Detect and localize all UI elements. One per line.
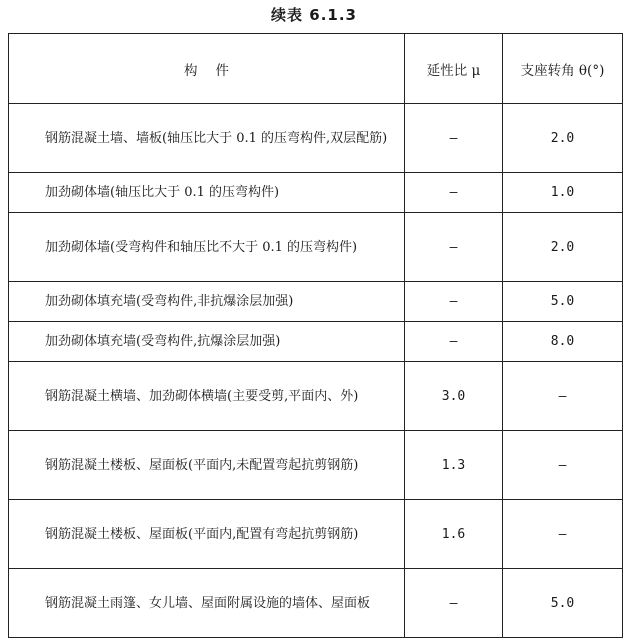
header-rotation: 支座转角 θ(°) [503, 34, 623, 104]
ductility-cell: — [405, 569, 503, 638]
rotation-cell: — [503, 362, 623, 431]
rotation-cell: 5.0 [503, 282, 623, 322]
component-cell: 钢筋混凝土楼板、屋面板(平面内,未配置弯起抗剪钢筋) [9, 431, 405, 500]
table-row [9, 569, 623, 638]
ductility-cell: 1.3 [405, 431, 503, 500]
component-cell: 加劲砌体填充墙(受弯构件,非抗爆涂层加强) [9, 282, 405, 322]
table-row [9, 322, 623, 362]
header-component: 构件 [9, 34, 405, 104]
ductility-cell: — [405, 104, 503, 173]
ductility-cell: — [405, 282, 503, 322]
rotation-cell: 2.0 [503, 213, 623, 282]
table-row [9, 173, 623, 213]
table-row [9, 104, 623, 173]
rotation-cell: 2.0 [503, 104, 623, 173]
table-row [9, 213, 623, 282]
component-cell: 加劲砌体墙(轴压比大于 0.1 的压弯构件) [9, 173, 405, 213]
table-header-row [9, 34, 623, 104]
table-row [9, 500, 623, 569]
component-cell: 加劲砌体填充墙(受弯构件,抗爆涂层加强) [9, 322, 405, 362]
table-row [9, 282, 623, 322]
rotation-cell: 8.0 [503, 322, 623, 362]
rotation-cell: 1.0 [503, 173, 623, 213]
component-cell: 钢筋混凝土横墙、加劲砌体横墙(主要受剪,平面内、外) [9, 362, 405, 431]
table-row [9, 362, 623, 431]
component-cell: 钢筋混凝土墙、墙板(轴压比大于 0.1 的压弯构件,双层配筋) [9, 104, 405, 173]
ductility-cell: 3.0 [405, 362, 503, 431]
component-cell: 钢筋混凝土楼板、屋面板(平面内,配置有弯起抗剪钢筋) [9, 500, 405, 569]
ductility-cell: — [405, 173, 503, 213]
ductility-cell: 1.6 [405, 500, 503, 569]
table-title: 续表 6.1.3 [271, 6, 357, 24]
ductility-cell: — [405, 213, 503, 282]
component-cell: 钢筋混凝土雨篷、女儿墙、屋面附属设施的墙体、屋面板 [9, 569, 405, 638]
component-cell: 加劲砌体墙(受弯构件和轴压比不大于 0.1 的压弯构件) [9, 213, 405, 282]
rotation-cell: 5.0 [503, 569, 623, 638]
data-table [8, 33, 623, 638]
rotation-cell: — [503, 500, 623, 569]
rotation-cell: — [503, 431, 623, 500]
table-row [9, 431, 623, 500]
ductility-cell: — [405, 322, 503, 362]
header-ductility: 延性比 μ [405, 34, 503, 104]
